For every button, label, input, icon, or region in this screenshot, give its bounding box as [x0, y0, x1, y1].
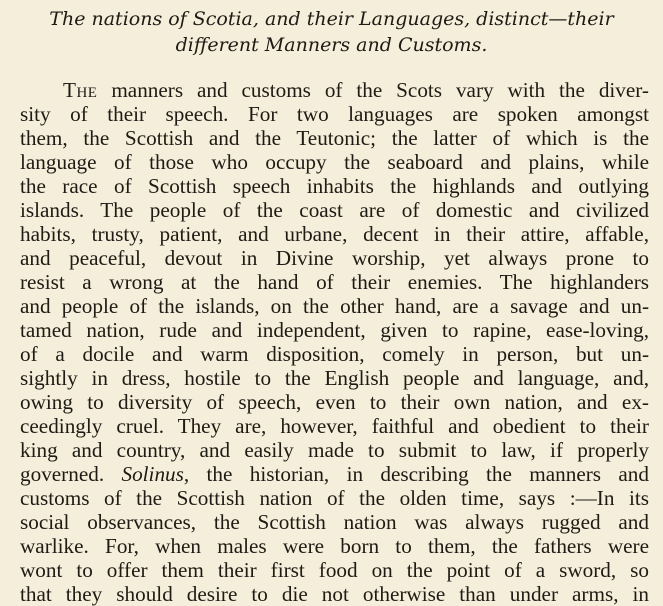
paragraph-line: habits, trusty, patient, and urbane, decent in their attire, affable,: [20, 222, 649, 246]
line-text: manners and customs of the Scots vary with the diver-: [97, 78, 649, 102]
paragraph-line: them, the Scottish and the Teutonic; the latter of which is the: [20, 126, 649, 150]
chapter-heading-line-2: different Manners and Customs.: [175, 34, 488, 56]
paragraph-line: and peaceful, devout in Divine worship, yet always prone to: [20, 246, 649, 270]
paragraph-line: wont to offer them their first food on the point of a sword, so: [20, 558, 649, 582]
paragraph-line: tamed nation, rude and independent, given to rapine, ease-loving,: [20, 318, 649, 342]
paragraph-line: islands. The people of the coast are of domestic and civilized: [20, 198, 649, 222]
drop-lead-word: The: [63, 78, 98, 102]
paragraph-line: that they should desire to die not otherwise than under arms, in: [20, 582, 649, 606]
paragraph-line: the race of Scottish speech inhabits the highlands and outlying: [20, 174, 649, 198]
paragraph-line: and people of the islands, on the other hand, are a savage and un-: [20, 294, 649, 318]
paragraph-line: ceedingly cruel. They are, however, faithful and obedient to their: [20, 414, 649, 438]
paragraph-line: [0, 78, 663, 102]
paragraph-line: resist a wrong at the hand of their enemies. The highlanders: [20, 270, 649, 294]
paragraph-line: customs of the Scottish nation of the olden time, says :—In its: [20, 486, 649, 510]
paragraph-line: of a docile and warm disposition, comely in person, but un-: [20, 342, 649, 366]
paragraph-line: [0, 462, 663, 486]
paragraph-line: warlike. For, when males were born to them, the fathers were: [20, 534, 649, 558]
author-name: Solinus: [121, 462, 184, 486]
line-text: governed.: [20, 462, 122, 486]
paragraph-line: owing to diversity of speech, even to their own nation, and ex-: [20, 390, 649, 414]
line-text: , the historian, in describing the manners and: [183, 462, 649, 486]
paragraph-line: social observances, the Scottish nation was always rugged and: [20, 510, 649, 534]
chapter-heading-line-1: The nations of Scotia, and their Languages, distinct—their: [49, 8, 614, 30]
paragraph-line: sity of their speech. For two languages are spoken amongst: [20, 102, 649, 126]
paragraph-line: king and country, and easily made to submit to law, if properly: [20, 438, 649, 462]
paragraph-line: language of those who occupy the seaboard and plains, while: [20, 150, 649, 174]
paragraph-line: sightly in dress, hostile to the English people and language, and,: [20, 366, 649, 390]
